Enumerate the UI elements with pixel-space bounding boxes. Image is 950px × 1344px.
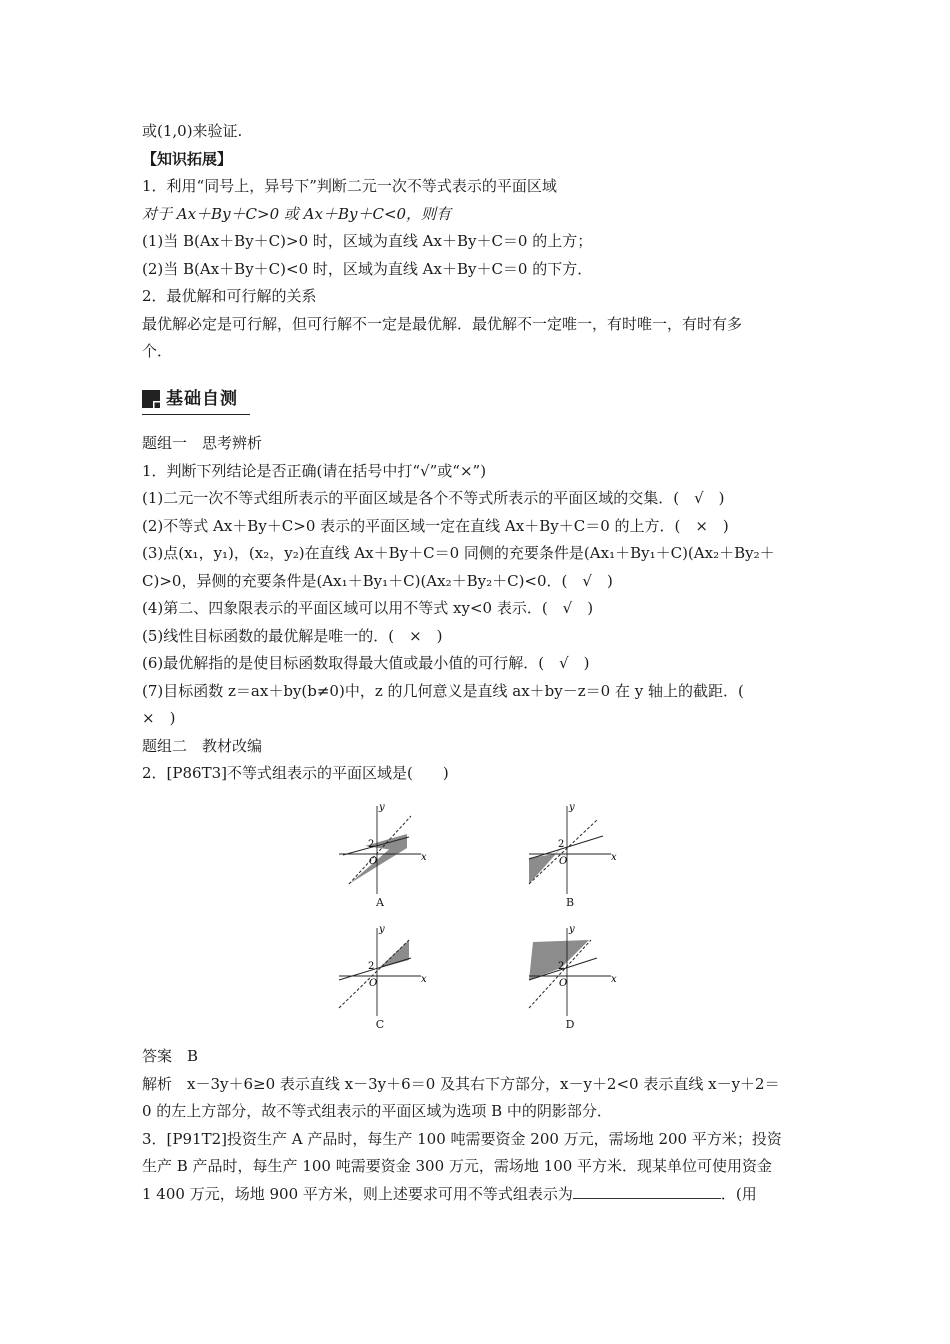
origin-label: O — [559, 856, 568, 867]
x-axis-label: x — [611, 852, 617, 863]
x-axis-label: x — [421, 974, 427, 985]
question-3c-text: 1 400 万元，场地 900 平方米，则上述要求可用不等式组表示为 — [142, 1184, 573, 1203]
statement-5: (5)线性目标函数的最优解是唯一的．( × ) — [142, 626, 443, 645]
section-mark-icon — [142, 390, 160, 408]
origin-label: O — [369, 856, 378, 867]
question-3c — [142, 1181, 812, 1209]
answer-blank[interactable] — [573, 1184, 721, 1199]
intercept-label: 2 — [368, 839, 375, 850]
question-1: 1．判断下列结论是否正确(请在括号中打“√”或“×”) — [142, 461, 487, 480]
analysis-b: 0 的左上方部分，故不等式组表示的平面区域为选项 B 中的阴影部分． — [142, 1102, 612, 1120]
question-2: 2．[P86T3]不等式组表示的平面区域是( ) — [142, 764, 449, 782]
figure-a[interactable] — [335, 800, 445, 912]
intro-line: 或(1,0)来验证. — [142, 122, 243, 140]
statement-7a: (7)目标函数 z＝ax＋by(b≠0)中，z 的几何意义是直线 ax＋by－z＝0 在 y 轴上的截距．( — [142, 681, 744, 700]
item2-body-b: 个． — [142, 342, 173, 360]
y-axis-label: y — [569, 802, 575, 813]
x-axis-label: x — [611, 974, 617, 985]
group2-title: 题组二 教材改编 — [142, 736, 263, 755]
item1-a: (1)当 B(Ax＋By＋C)>0 时，区域为直线 Ax＋By＋C＝0 的上方； — [142, 232, 593, 250]
statement-1: (1)二元一次不等式组所表示的平面区域是各个不等式所表示的平面区域的交集．( √ ) — [142, 489, 725, 507]
intro-block — [142, 118, 812, 366]
item1-title: 1．利用“同号上，异号下”判断二元一次不等式表示的平面区域 — [142, 177, 557, 195]
item2-body-a: 最优解必定是可行解，但可行解不一定是最优解．最优解不一定唯一，有时唯一，有时有多 — [142, 314, 743, 333]
statement-7b: × ) — [142, 709, 176, 727]
shaded-region — [529, 846, 563, 884]
statement-4: (4)第二、四象限表示的平面区域可以用不等式 xy<0 表示．( √ ) — [142, 599, 594, 617]
figure-c[interactable] — [335, 922, 445, 1034]
answer-line: 答案 B — [142, 1047, 199, 1065]
solid-line — [339, 958, 411, 980]
analysis-a: 解析 x－3y＋6≥0 表示直线 x－3y＋6＝0 及其右下方部分，x－y＋2<0 表示直线 x－y＋2＝ — [142, 1074, 780, 1093]
dashed-line — [529, 820, 597, 884]
question-3b: 生产 B 产品时，每生产 100 吨需要资金 300 万元，需场地 100 平方米．现某单位可使用资金 — [142, 1157, 773, 1175]
origin-label: O — [369, 978, 378, 989]
answer-figures — [335, 800, 625, 1032]
y-axis-label: y — [379, 802, 385, 813]
shaded-region — [529, 940, 589, 980]
statement-2: (2)不等式 Ax＋By＋C>0 表示的平面区域一定在直线 Ax＋By＋C＝0 的上方．( × ) — [142, 516, 729, 535]
statement-3a: (3)点(x₁，y₁)，(x₂，y₂)在直线 Ax＋By＋C＝0 同侧的充要条件是(Ax₁＋By₁＋C)(Ax₂＋By₂＋ — [142, 544, 775, 562]
item1-b: (2)当 B(Ax＋By＋C)<0 时，区域为直线 Ax＋By＋C＝0 的下方． — [142, 259, 593, 278]
question-3a: 3．[P91T2]投资生产 A 产品时，每生产 100 吨需要资金 200 万元，需场地 200 平方米；投资 — [142, 1129, 782, 1148]
knowledge-heading: 【知识拓展】 — [142, 149, 233, 168]
y-axis-label: y — [379, 924, 385, 935]
group1-title: 题组一 思考辨析 — [142, 434, 263, 452]
origin-label: O — [559, 978, 568, 989]
figure-label-a: A — [376, 896, 384, 909]
dashed-line — [339, 940, 409, 1008]
figure-label-c: C — [375, 1018, 385, 1031]
figure-b[interactable] — [525, 800, 635, 912]
intercept-label: 2 — [368, 961, 375, 972]
question-3c-tail: ．(用 — [720, 1184, 757, 1203]
figure-label-b: B — [565, 896, 575, 909]
statement-6: (6)最优解指的是使目标函数取得最大值或最小值的可行解．( √ ) — [142, 654, 590, 672]
statement-3b: C)>0，异侧的充要条件是(Ax₁＋By₁＋C)(Ax₂＋By₂＋C)<0．( √ ) — [142, 571, 613, 590]
figure-label-d: D — [565, 1018, 575, 1031]
y-axis-label: y — [569, 924, 575, 935]
figure-d[interactable] — [525, 922, 635, 1034]
item2-title: 2．最优解和可行解的关系 — [142, 287, 317, 305]
section-title: 基础自测 — [166, 389, 238, 409]
x-axis-label: x — [421, 852, 427, 863]
self-test-block — [142, 430, 812, 788]
answer-block — [142, 1043, 812, 1208]
section-header — [142, 386, 250, 415]
item1-intro: 对于 Ax＋By＋C>0 或 Ax＋By＋C<0，则有 — [142, 204, 452, 223]
intercept-label: 2 — [558, 961, 565, 972]
intercept-label: 2 — [558, 839, 565, 850]
